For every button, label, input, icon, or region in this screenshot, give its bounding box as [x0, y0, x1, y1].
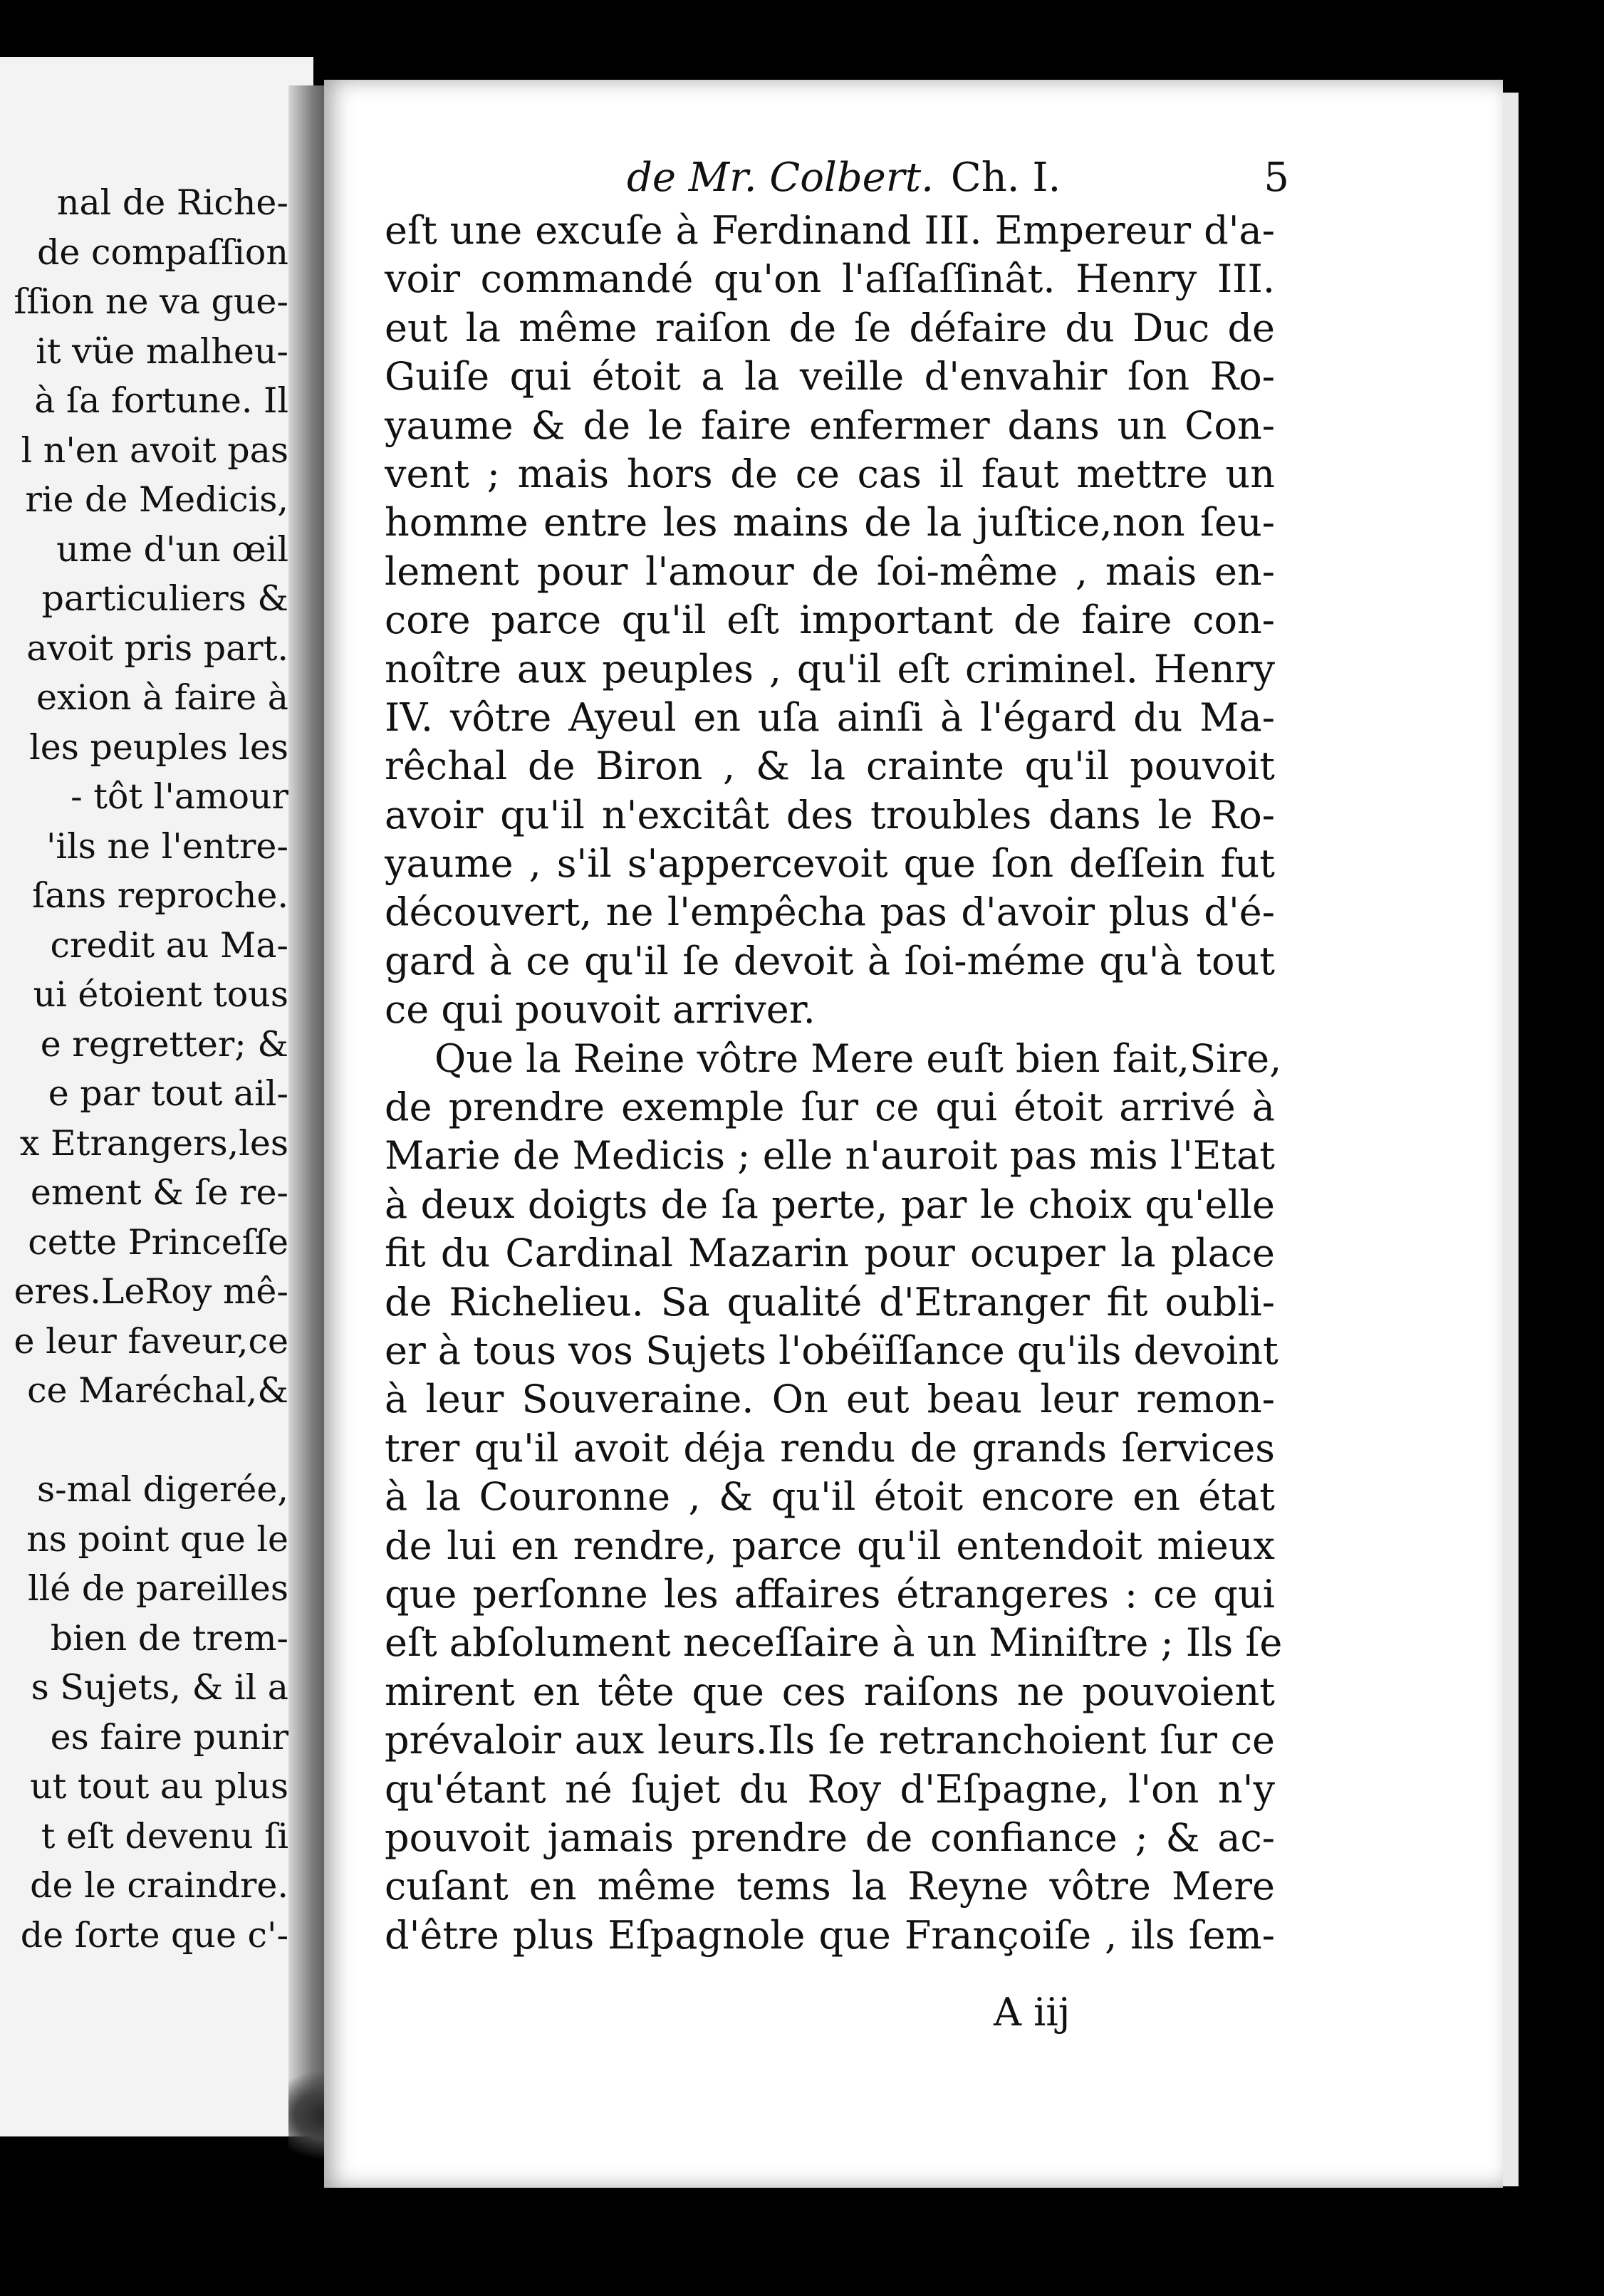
left-page-text: [0, 178, 288, 1960]
text-line: t eſt devenu ſi: [41, 1815, 288, 1857]
text-line: Marie de Medicis ; elle n'auroit pas mis l'Etat: [385, 1133, 1275, 1179]
text-line: ce Maréchal,&: [27, 1370, 288, 1411]
running-head: [627, 150, 1289, 207]
text-line: l n'en avoit pas: [21, 429, 288, 471]
text-line: noître aux peuples , qu'il eſt criminel. Henry: [385, 646, 1275, 692]
text-line: voir commandé qu'on l'aſſaſſinât. Henry III.: [385, 256, 1275, 302]
text-line: 'ils ne l'entre-: [46, 825, 288, 867]
text-line: s Sujets, & il a: [31, 1667, 288, 1708]
paragraph-1: [385, 207, 1275, 1035]
text-line: rie de Medicis,: [25, 479, 288, 520]
text-line: e leur faveur,ce: [14, 1320, 288, 1362]
text-line: yaume , s'il s'appercevoit que ſon deſſein fut: [385, 841, 1275, 887]
text-line: de compaſſion: [37, 231, 288, 273]
text-line: ut tout au plus: [30, 1766, 288, 1807]
text-line: prévaloir aux leurs.Ils ſe retranchoient ſur ce: [385, 1718, 1275, 1763]
text-line: ement & ſe re-: [30, 1172, 288, 1213]
text-line: yaume & de le faire enfermer dans un Con-: [385, 402, 1275, 448]
text-line: IV. vôtre Ayeul en uſa ainſi à l'égard du Ma-: [385, 694, 1275, 740]
text-line: de ſorte que c'-: [20, 1914, 288, 1956]
text-line: er à tous vos Sujets l'obéïſſance qu'ils devoint: [385, 1327, 1278, 1373]
text-line: s-mal digerée,: [36, 1469, 288, 1510]
text-line: mirent en tête que ces raiſons ne pouvoient: [385, 1669, 1275, 1714]
text-line: d'être plus Eſpagnole que Françoiſe , ils ſem-: [385, 1912, 1275, 1958]
text-line: les peuples les: [29, 726, 288, 768]
text-line: trer qu'il avoit déja rendu de grands ſervices: [385, 1425, 1275, 1471]
text-line: à ſa fortune. Il: [34, 380, 288, 421]
text-line: ſſion ne va gue-: [14, 281, 288, 322]
text-line: rêchal de Biron , & la crainte qu'il pouvoit: [385, 743, 1275, 789]
text-line: lement pour l'amour de ſoi-même , mais en-: [385, 548, 1275, 594]
text-line: exion à faire à: [36, 677, 288, 718]
text-line: de le craindre.: [30, 1865, 288, 1906]
text-line: de Richelieu. Sa qualité d'Etranger fit oubli-: [385, 1279, 1275, 1325]
text-line: qu'étant né ſujet du Roy d'Eſpagne, l'on n'y: [385, 1766, 1275, 1812]
text-line: à leur Souveraine. On eut beau leur remon-: [385, 1377, 1275, 1422]
text-line: pouvoit jamais prendre de confiance ; & ac-: [385, 1815, 1275, 1860]
text-line: bien de trem-: [50, 1617, 288, 1659]
text-line: credit au Ma-: [50, 924, 288, 966]
text-line: eut la même raiſon de ſe défaire du Duc de: [385, 305, 1275, 350]
signature-mark: A iij: [994, 1990, 1071, 2035]
text-line: x Etrangers,les: [19, 1122, 288, 1164]
text-line: eſt abſolument neceſſaire à un Miniſtre ; Ils ſe: [385, 1620, 1283, 1666]
text-line: it vüe malheu-: [36, 330, 288, 372]
text-line: à la Couronne , & qu'il étoit encore en état: [385, 1474, 1275, 1520]
body-text: [385, 207, 1283, 1960]
running-head-author: de Mr. Colbert.: [627, 155, 934, 201]
running-head-chapter: Ch. I.: [950, 155, 1061, 201]
text-line: Guiſe qui étoit a la veille d'envahir ſon Ro-: [385, 354, 1275, 400]
text-line: - tôt l'amour: [71, 776, 288, 817]
text-line: llé de pareilles: [27, 1568, 288, 1609]
text-line: particuliers &: [41, 578, 288, 619]
text-line: de prendre exemple ſur ce qui étoit arrivé à: [385, 1085, 1275, 1130]
text-line: gard à ce qu'il ſe devoit à ſoi-méme qu'à tout: [385, 938, 1275, 983]
text-line: core parce qu'il eſt important de faire con-: [385, 598, 1275, 643]
text-line: nal de Riche-: [56, 182, 288, 223]
text-line: de lui en rendre, parce qu'il entendoit mieux: [385, 1523, 1275, 1568]
page-number: 5: [1264, 155, 1289, 201]
text-line: [0, 1416, 288, 1466]
text-line: que perſonne les affaires étrangeres : ce qui: [385, 1571, 1275, 1617]
text-line: eres.LeRoy mê-: [14, 1271, 288, 1312]
text-line: fit du Cardinal Mazarin pour ocuper la place: [385, 1231, 1275, 1276]
text-line: cette Princeſſe: [28, 1221, 288, 1263]
page-edge: [1503, 93, 1519, 2186]
left-facing-page: [0, 57, 313, 2136]
text-line: vent ; mais hors de ce cas il faut mettre un: [385, 451, 1275, 496]
paragraph-2: [385, 1035, 1283, 1960]
text-line: eſt une excuſe à Ferdinand III. Empereur d'a-: [385, 208, 1275, 253]
text-line: e par tout ail-: [48, 1073, 288, 1114]
text-line: e regretter; &: [40, 1023, 288, 1065]
text-line: ume d'un œil: [56, 528, 288, 570]
text-line: découvert, ne l'empêcha pas d'avoir plus d'é-: [385, 889, 1275, 935]
text-line: à deux doigts de ſa perte, par le choix qu'elle: [385, 1181, 1275, 1227]
text-line: avoir qu'il n'excitât des troubles dans le Ro-: [385, 792, 1275, 837]
text-line: es faire punir: [50, 1716, 288, 1758]
text-line: homme entre les mains de la juſtice,non ſeu-: [385, 500, 1275, 546]
text-line: cuſant en même tems la Reyne vôtre Mere: [385, 1864, 1275, 1909]
text-line: ſans reproche.: [32, 875, 288, 916]
text-line: Que la Reine vôtre Mere euſt bien fait,Sire,: [434, 1035, 1282, 1081]
text-line: ce qui pouvoit arriver.: [385, 987, 816, 1033]
text-line: ui étoient tous: [33, 974, 288, 1015]
text-line: ns point que le: [26, 1518, 288, 1560]
text-line: avoit pris part.: [26, 627, 288, 669]
